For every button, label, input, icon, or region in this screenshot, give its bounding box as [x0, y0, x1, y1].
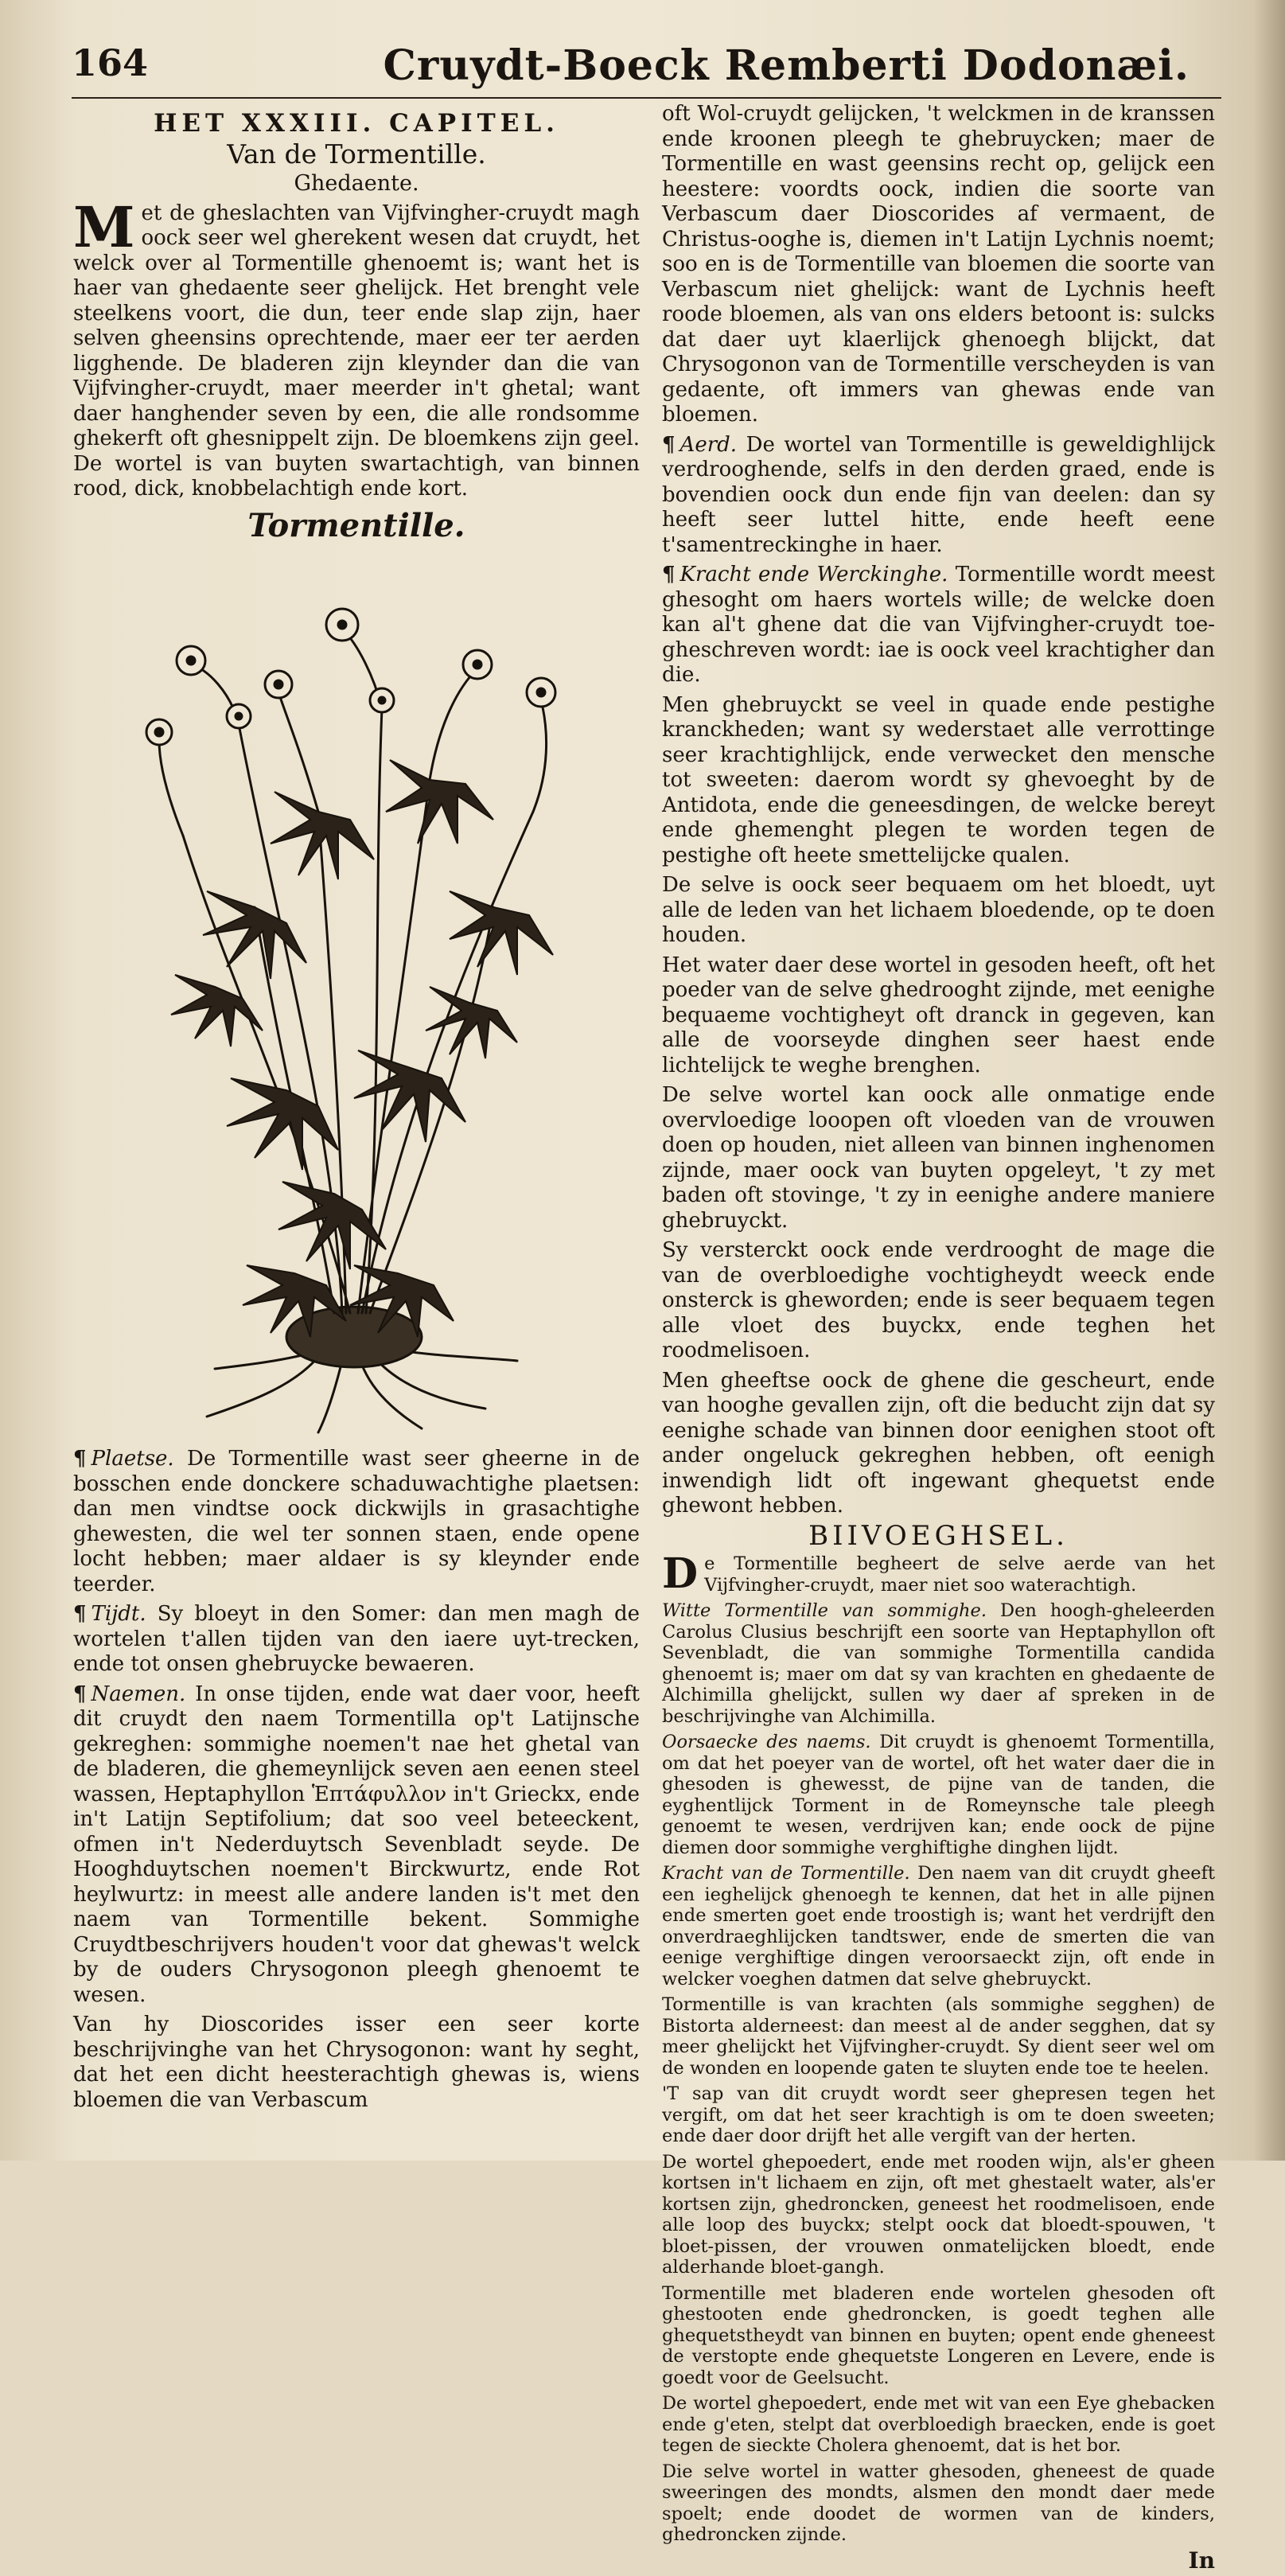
paragraph-kracht-7: Men gheeftse oock de ghene die gescheurt, ende van hooghe gevallen zijn, oft die beducht zijn dat sy eenighe schade van binnen door eenighen stoot oft ander ongeluck gekreghen hebben, oft eenigh inwendigh lidt oft ingewant ghequetst ende ghewont hebben. [662, 1368, 1215, 1518]
bijvoegsel-paragraph-3: 'T sap van dit cruydt wordt seer ghepresen tegen het vergift, om dat het seer krachtigh is om te doen sweeten; ende daer door drijft het alle vergift van der herten. [662, 2083, 1215, 2146]
label-plaetse: Plaetse. [91, 1447, 174, 1471]
bijvoegsel-paragraph-2: Tormentille is van krachten (als sommighe segghen) de Bistorta alderneest: dan meest al de ander segghen, dat sy meer ghelijckt het Vijfvingher-cruydt. Sy dient seer wel om de wonden en loopende gaten te sluyten ende toe te heelen. [662, 1994, 1215, 2079]
paragraph-continuation: oft Wol-cruydt gelijcken, 't welckmen in de kranssen ende kroonen pleegh te ghebruycken; maer de Tormentille en wast geensins recht op, gelijck een heestere: voordts oock, indien die soorte van Verbascum daer Dioscorides af vermaent, de Christus-ooghe is, diemen in't Latijn Lychnis noemt; soo en is de Tormentille van bloemen die soorte van Verbascum niet ghelijck: want de Lychnis heeft roode bloemen, als van ons elders betoont is: sulcks dat daer uyt klaerlijck ghenoegh blijckt, dat Chrysogonon van de Tormentille verscheyden is van gedaente, oft immers van ghewas ende van bloemen. [662, 102, 1215, 427]
left-column-top [73, 111, 640, 543]
figure-title: Tormentille. [247, 506, 465, 544]
chapter-subtitle: Van de Tormentille. [227, 138, 486, 170]
right-column [662, 102, 1215, 2576]
page-header [72, 41, 1221, 99]
bijvoegsel-paragraph-1: De Tormentille begheert de selve aerde van het Vijfvingher-cruydt, maer niet soo waterachtigh. [662, 1549, 1215, 1598]
paragraph-kracht-4: Het water daer dese wortel in gesoden heeft, oft het poeder van de selve ghedrooght zijnde, met eenighe bequaeme vochtigheyt oft dranck in gegeven, kan alle de voorseyde dinghen seer haest ende lichtelijck te weghe brenghen. [662, 953, 1215, 1078]
drop-capital-bijvoegsel: D [662, 1549, 699, 1598]
drop-capital: M [73, 193, 135, 260]
left-column-bottom [73, 1447, 640, 2118]
paragraph-dioscorides: Van hy Dioscorides isser een seer korte beschrijvinghe van het Chrysogonon: want hy seght, dat het een dicht heesterachtigh ghewas is, wiens bloemen die van Verbascum [73, 2013, 640, 2112]
bijvoegsel-heading: BIIVOEGHSEL. [808, 1519, 1069, 1552]
label-witte: Witte Tormentille van sommighe. [662, 1600, 987, 1621]
bijvoegsel-paragraph-5: Tormentille met bladeren ende wortelen ghesoden oft ghestooten ende ghedroncken, is goedt teghen alle ghequetstheydt van binnen en buyten; opent ende gheneest de verstopte ende ghequetste Longeren en Levere, ende is goedt voor de Geelsucht. [662, 2282, 1215, 2388]
paragraph-ghedaente: Met de gheslachten van Vijfvingher-cruydt magh oock seer wel gherekent wesen dat cruydt, het welck over al Tormentille ghenoemt is; want het is haer van ghedaente seer ghelijck. Het brenght vele steelkens voort, die dun, teer ende slap zijn, haer selven gheensins oprechtende, maer eer ter aerden ligghende. De bladeren zijn kleynder dan die van Vijfvingher-cruydt, maer meerder in't ghetal; want daer hanghender seven by een, die alle rondsomme ghekerft oft ghesnippelt zijn. De bloemkens zijn geel. De wortel is van buyten swartachtigh, van binnen rood, dick, knobbelachtigh ende kort. [73, 193, 640, 501]
paragraph-naemen: ¶ Naemen. In onse tijden, ende wat daer voor, heeft dit cruydt den naem Tormentilla op't Latijnsche gekreghen: sommighe noemen't nae het ghetal van de bladeren, die ghemeynlijck seven aen eenen steel wassen, Heptaphyllon Ἑπτάφυλλον in't Grieckx, ende in't Latijn Septifolium; dat soo veel beteeckent, ofmen in't Nederduytsch Sevenbladt seyde. De Hooghduytschen noemen't Birckwurtz, ende Rot heylwurtz: in meest alle andere landen is't met den naem van Tormentille bekent. Sommighe Cruydtbeschrijvers houden't voor dat ghewas't welck by de ouders Chrysogonon pleegh ghenoemt te wesen. [73, 1682, 640, 2007]
paragraph-plaetse: ¶ Plaetse. De Tormentille wast seer gheerne in de bosschen ende donckere schaduwachtighe plaetsen: dan men vindtse oock dickwijls in grasachtighe ghewesten, die wel ter sonnen staen, ende opene locht hebben; maer aldaer is sy kleynder ende teerder. [73, 1447, 641, 1596]
paragraph-kracht-2: Men ghebruyckt se veel in quade ende pestighe kranckheden; want sy wederstaet alle verrottinge seer krachtighlijck, ende verwecket den mensche tot sweeten: daerom wordt sy ghevoeght by de Antidota, ende die geneesdingen, de welcke bereyt ende ghemenght plegen te worden tegen de pestighe oft heete smettelijcke qualen. [662, 692, 1215, 867]
paragraph-kracht-5: De selve wortel kan oock alle onmatige ende overvloedige looopen oft vloeden van de vrouwen doen op houden, niet alleen van binnen inghenomen zijnde, maer oock van buyten opgeleyt, 't zy met baden oft stovinge, 't zy in eenighe andere maniere ghebruyckt. [662, 1083, 1215, 1233]
paragraph-tijdt: ¶ Tijdt. Sy bloeyt in den Somer: dan men magh de wortelen t'allen tijden van den iaere uyt-trecken, ende tot onsen ghebruycke bewaeren. [73, 1602, 640, 1676]
paragraph-witte: Witte Tormentille van sommighe. Den hoogh-gheleerden Carolus Clusius beschrijft een soorte van Heptaphyllon oft Sevenbladt, die van sommighe Tormentilla candida ghenoemt is; maer om dat sy van krachten en ghedaente de Alchimilla ghelijckt, sullen wy daer af spreken in de beschrijvinghe van Alchimilla. [662, 1600, 1215, 1727]
bijvoegsel-paragraph-7: Die selve wortel in watter ghesoden, gheneest de quade sweeringen des mondts, alsmen den mondt daer mede spoelt; ende doodet de wormen van de kinders, ghedroncken zijnde. [662, 2461, 1215, 2545]
section-heading-ghedaente: Ghedaente. [294, 171, 419, 196]
bijvoegsel-paragraph-4: De wortel ghepoedert, ende met rooden wijn, als'er gheen kortsen in't lichaem en zijn, oft met ghestaelt water, als'er kortsen zijn, ghedroncken, geneest het roodmelisoen, ende alle loop des buyckx; stelpt oock dat bloedt-spouwen, 't bloet-pissen, der vrouwen onmatelijcken bloedt, ende alderhande bloet-gangh. [662, 2151, 1215, 2278]
catchword: In [1188, 2547, 1215, 2574]
tormentil-woodcut-illustration [135, 573, 597, 1440]
bijvoegsel-section [662, 1549, 1215, 2574]
label-tijdt: Tijdt. [91, 1602, 146, 1626]
paragraph-kracht-tormentille: Kracht van de Tormentille. Den naem van dit cruydt gheeft een ieghelijck ghenoegh te kennen, dat het in alle pijnen ende smerten goet ende troostigh is; want het verdrijft den onverdraeghlijcken tandtswer, ende de smerten die van eenige verghiftige dingen veroorsaeckt zijn, oft ende in welcker voeghen datmen dat selve ghebruyckt. [662, 1863, 1215, 1989]
paragraph-kracht-6: Sy versterckt oock ende verdrooght de mage die van de overbloedighe vochtigheydt weeck ende onsterck is gheworden; ende is seer bequaem tegen alle vloet des buyckx, ende teghen het roodmelisoen. [662, 1238, 1215, 1362]
label-naemen: Naemen. [91, 1682, 186, 1706]
label-aerd: Aerd. [679, 432, 738, 457]
running-head: Cruydt-Boeck Remberti Dodonæi. [383, 41, 1190, 90]
paragraph-kracht: ¶ Kracht ende Werckinghe. Tormentille wordt meest ghesoght om haers wortels wille; de welcke doen kan al't ghene dat die van Vijfvingher-cruydt toe-gheschreven wordt: iae is oock veel krachtigher dan die. [662, 563, 1215, 687]
chapter-heading: HET XXXIII. CAPITEL. [154, 109, 559, 138]
bijvoegsel-paragraph-6: De wortel ghepoedert, ende met wit van een Eye ghebacken ende g'eten, stelpt dat overbloedigh braecken, ende is goet tegen de sieckte Cholera ghenoemt, dat is het bor. [662, 2393, 1215, 2456]
label-oorsaecke: Oorsaecke des naems. [662, 1732, 871, 1752]
page-gutter-shadow [1253, 0, 1285, 2161]
page-number: 164 [72, 41, 149, 84]
paragraph-oorsaecke: Oorsaecke des naems. Dit cruydt is ghenoemt Tormentilla, om dat het poeyer van de wortel, oft het water daer die in ghesoden is ghewesst, de pijne van de tanden, die eyghentlijck Torment in de Romeynsche tale pleegh genoemt te wesen, verdrijven kan; ende oock de pijne diemen door sommighe verghiftighe dinghen lijdt. [662, 1732, 1215, 1858]
label-kracht: Kracht ende Werckinghe. [679, 563, 948, 587]
paragraph-kracht-3: De selve is oock seer bequaem om het bloedt, uyt alle de leden van het lichaem bloedende, op te doen houden. [662, 873, 1215, 947]
paragraph-aerd: ¶ Aerd. De wortel van Tormentille is geweldighlijck verdrooghende, selfs in den derden graed, ende is bovendien oock dun ende fijn van deelen: dan sy heeft seer luttel hitte, ende heeft eene t'samentreckinghe in haer. [662, 432, 1216, 557]
label-kracht-tormentille: Kracht van de Tormentille. [662, 1863, 910, 1884]
